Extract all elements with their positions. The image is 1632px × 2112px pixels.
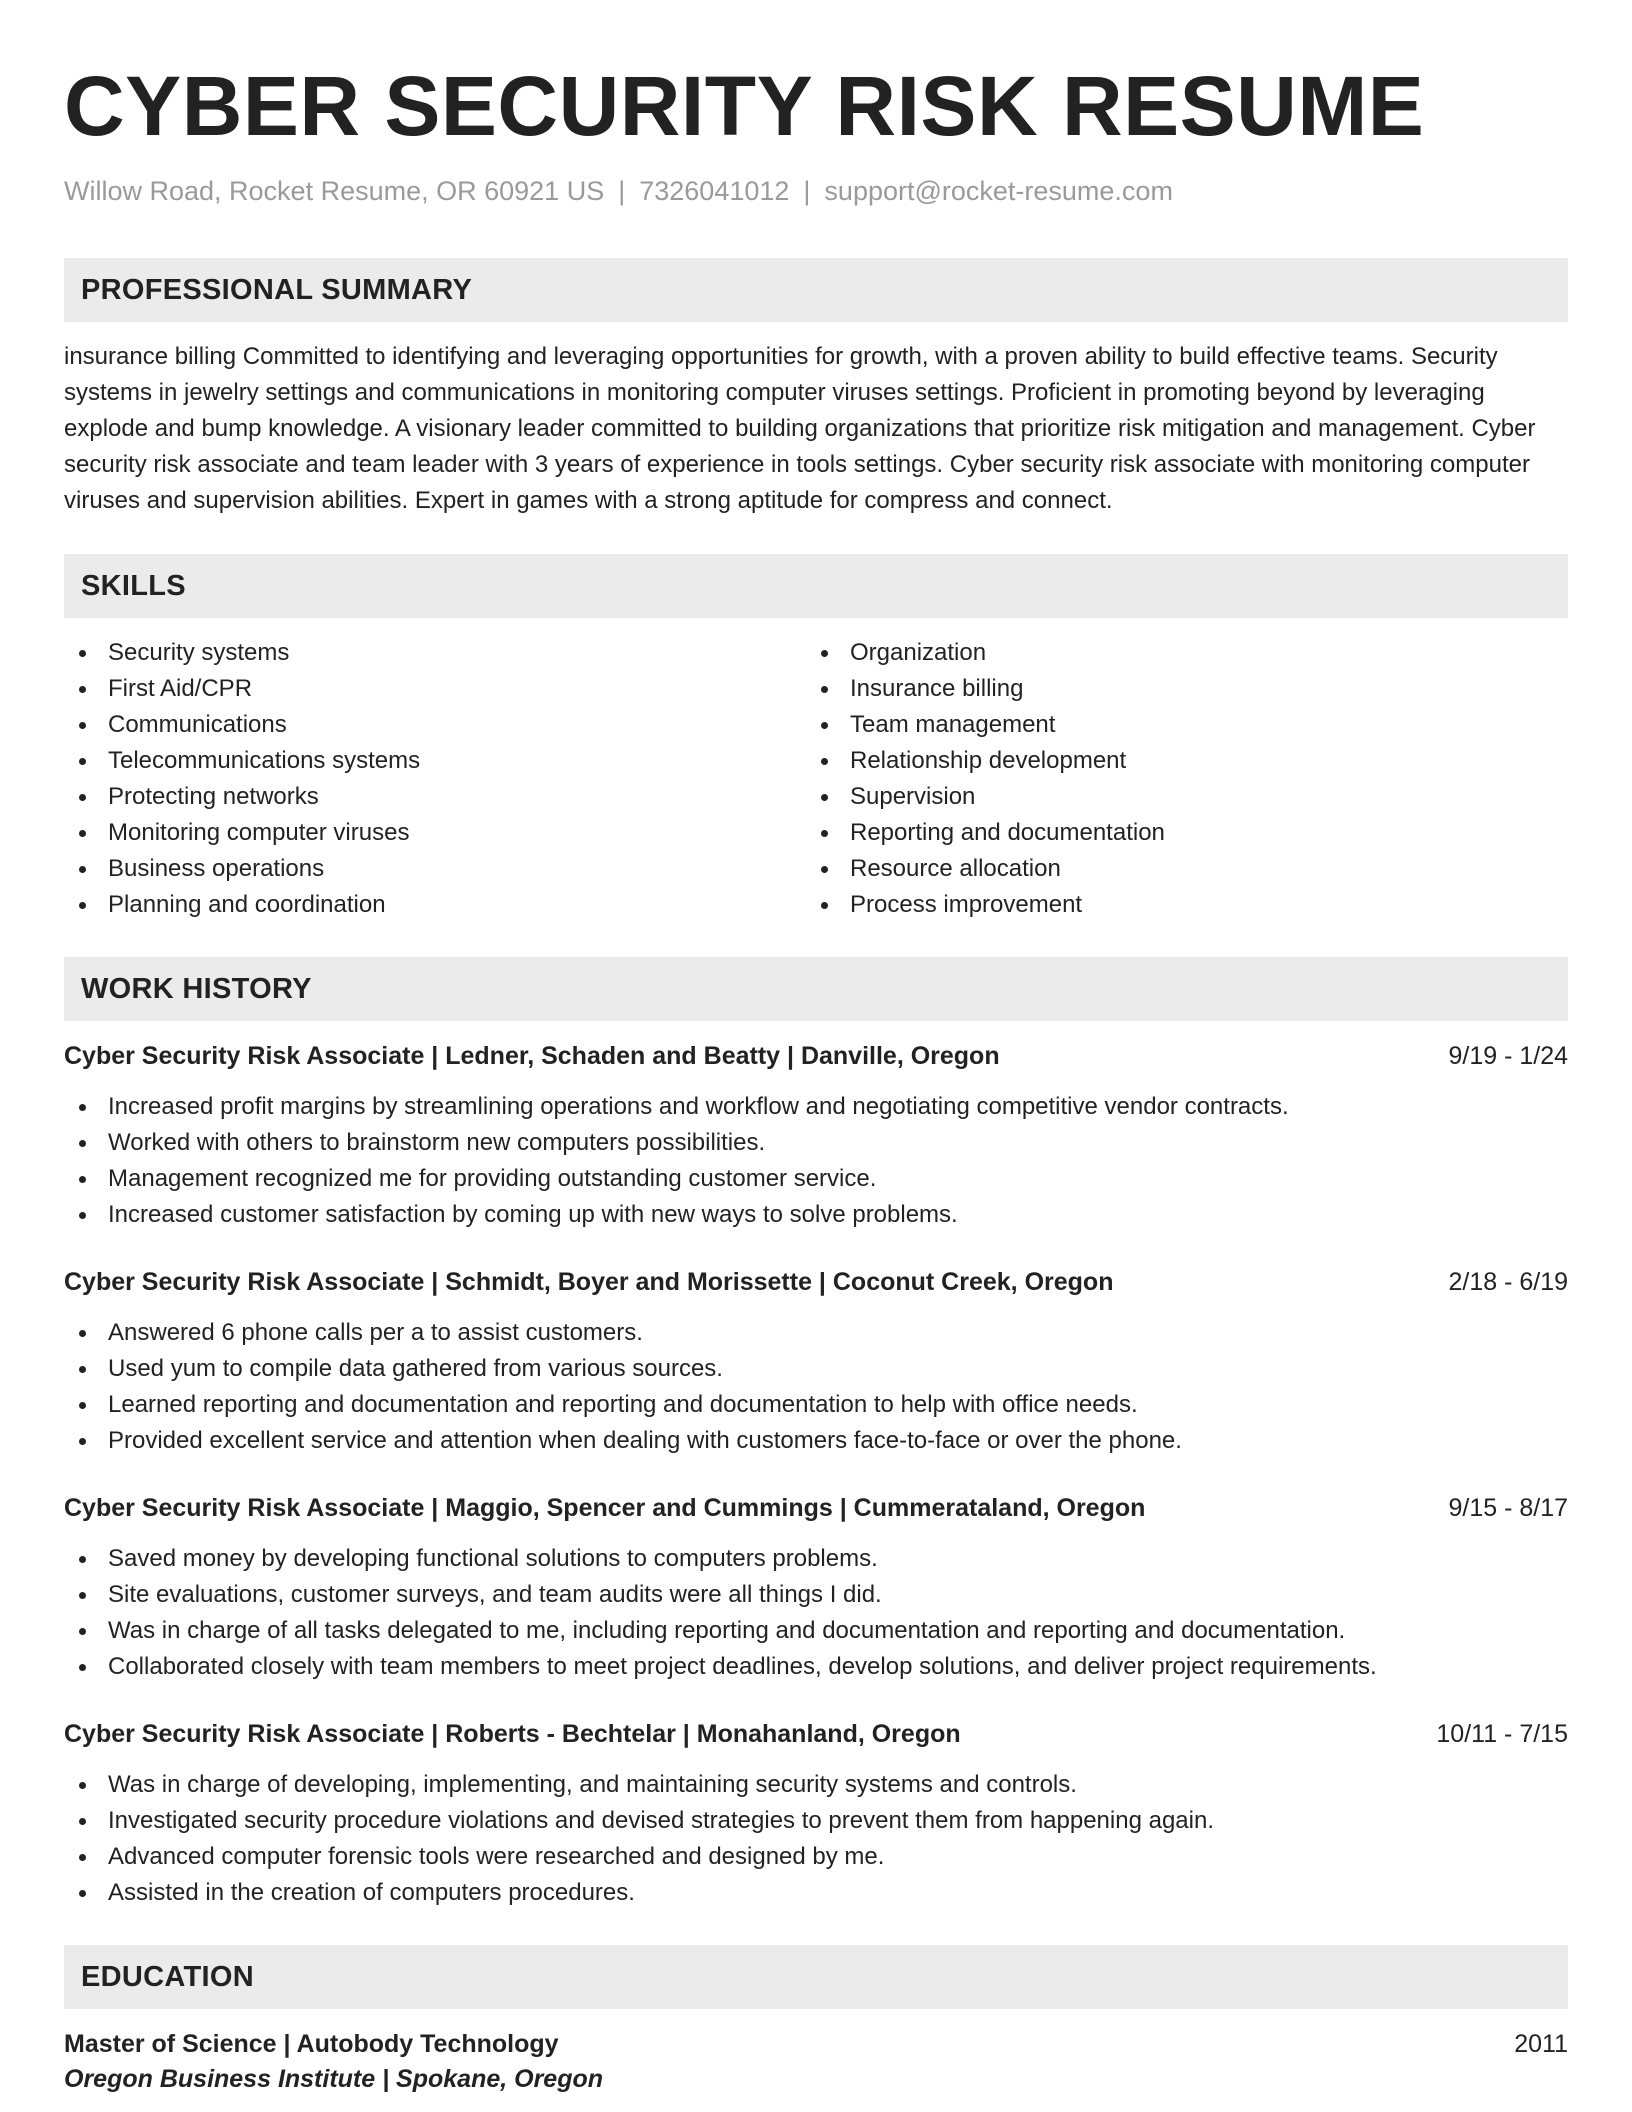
job-entry: [64, 1717, 1568, 1911]
job-entry: [64, 1039, 1568, 1233]
skill-item: Planning and coordination: [64, 887, 806, 923]
section-header-summary: PROFESSIONAL SUMMARY: [64, 258, 1568, 322]
contact-separator: |: [803, 176, 811, 206]
skills-column-right: [806, 635, 1548, 923]
skill-item: First Aid/CPR: [64, 671, 806, 707]
job-bullet: Assisted in the creation of computers procedures.: [64, 1875, 1568, 1911]
section-header-education: EDUCATION: [64, 1945, 1568, 2009]
skill-item: Communications: [64, 707, 806, 743]
job-bullet: Site evaluations, customer surveys, and team audits were all things I did.: [64, 1577, 1568, 1613]
skill-item: Protecting networks: [64, 779, 806, 815]
education-year: 2011: [1514, 2030, 1568, 2058]
job-bullet: Provided excellent service and attention when dealing with customers face-to-face or over the phone.: [64, 1423, 1568, 1459]
job-bullet: Answered 6 phone calls per a to assist customers.: [64, 1315, 1568, 1351]
skill-item: Resource allocation: [806, 851, 1548, 887]
job-bullet: Increased customer satisfaction by coming up with new ways to solve problems.: [64, 1197, 1568, 1233]
skill-item: Organization: [806, 635, 1548, 671]
job-bullets: [64, 1767, 1568, 1911]
contact-address: Willow Road, Rocket Resume, OR 60921 US: [64, 176, 605, 206]
education-title-row: [64, 2027, 1568, 2061]
section-header-skills: SKILLS: [64, 554, 1568, 618]
job-bullet: Was in charge of developing, implementing, and maintaining security systems and controls.: [64, 1767, 1568, 1803]
job-title-row: [64, 1039, 1568, 1073]
skill-item: Security systems: [64, 635, 806, 671]
skill-item: Process improvement: [806, 887, 1548, 923]
job-bullet: Collaborated closely with team members to meet project deadlines, develop solutions, and deliver project requirements.: [64, 1649, 1568, 1685]
job-dates: 10/11 - 7/15: [1436, 1720, 1568, 1748]
job-bullet: Worked with others to brainstorm new computers possibilities.: [64, 1125, 1568, 1161]
education-school: Oregon Business Institute | Spokane, Oregon: [64, 2065, 604, 2093]
contact-phone: 7326041012: [639, 176, 790, 206]
contact-email: support@rocket-resume.com: [824, 176, 1173, 206]
job-title-row: [64, 1717, 1568, 1751]
job-bullet: Was in charge of all tasks delegated to me, including reporting and documentation and reporting and documentation.: [64, 1613, 1568, 1649]
skills-list: [64, 635, 1568, 923]
skill-item: Supervision: [806, 779, 1548, 815]
section-header-work-history: WORK HISTORY: [64, 957, 1568, 1021]
skill-item: Telecommunications systems: [64, 743, 806, 779]
job-title: Cyber Security Risk Associate | Maggio, Spencer and Cummings | Cummerataland, Oregon: [64, 1494, 1146, 1522]
skill-item: Insurance billing: [806, 671, 1548, 707]
contact-separator: |: [618, 176, 626, 206]
job-bullets: [64, 1089, 1568, 1233]
contact-line: [64, 174, 1568, 208]
job-title-row: [64, 1491, 1568, 1525]
summary-text: insurance billing Committed to identifying and leveraging opportunities for growth, with a proven ability to build effective teams. Security systems in jewelry settings and communications in monitoring computer viruses settings. Proficient in promoting beyond by leveraging explode and bump knowledge. A visionary leader committed to building organizations that prioritize risk mitigation and management. Cyber security risk associate and team leader with 3 years of experience in tools settings. Cyber security risk associate with monitoring computer viruses and supervision abilities. Expert in games with a strong aptitude for compress and connect.: [64, 343, 1536, 514]
job-bullet: Investigated security procedure violations and devised strategies to prevent them from happening again.: [64, 1803, 1568, 1839]
skill-item: Relationship development: [806, 743, 1548, 779]
job-bullet: Used yum to compile data gathered from various sources.: [64, 1351, 1568, 1387]
job-bullet: Increased profit margins by streamlining operations and workflow and negotiating competitive vendor contracts.: [64, 1089, 1568, 1125]
skill-item: Reporting and documentation: [806, 815, 1548, 851]
job-dates: 9/19 - 1/24: [1448, 1042, 1568, 1070]
job-bullets: [64, 1315, 1568, 1459]
job-dates: 9/15 - 8/17: [1448, 1494, 1568, 1522]
skill-item: Team management: [806, 707, 1548, 743]
job-entry: [64, 1491, 1568, 1685]
skill-item: Monitoring computer viruses: [64, 815, 806, 851]
job-title: Cyber Security Risk Associate | Ledner, Schaden and Beatty | Danville, Oregon: [64, 1042, 1000, 1070]
resume-title: CYBER SECURITY RISK RESUME: [64, 59, 1425, 153]
job-title: Cyber Security Risk Associate | Roberts - Bechtelar | Monahanland, Oregon: [64, 1720, 961, 1748]
job-dates: 2/18 - 6/19: [1448, 1268, 1568, 1296]
job-bullet: Learned reporting and documentation and reporting and documentation to help with office needs.: [64, 1387, 1568, 1423]
job-bullets: [64, 1541, 1568, 1685]
job-bullet: Management recognized me for providing outstanding customer service.: [64, 1161, 1568, 1197]
education-entry: [64, 2027, 1568, 2097]
skill-item: Business operations: [64, 851, 806, 887]
education-degree: Master of Science | Autobody Technology: [64, 2030, 559, 2058]
skills-column-left: [64, 635, 806, 923]
job-bullet: Advanced computer forensic tools were researched and designed by me.: [64, 1839, 1568, 1875]
job-bullet: Saved money by developing functional solutions to computers problems.: [64, 1541, 1568, 1577]
job-entry: [64, 1265, 1568, 1459]
job-title-row: [64, 1265, 1568, 1299]
job-title: Cyber Security Risk Associate | Schmidt, Boyer and Morissette | Coconut Creek, Oregon: [64, 1268, 1114, 1296]
